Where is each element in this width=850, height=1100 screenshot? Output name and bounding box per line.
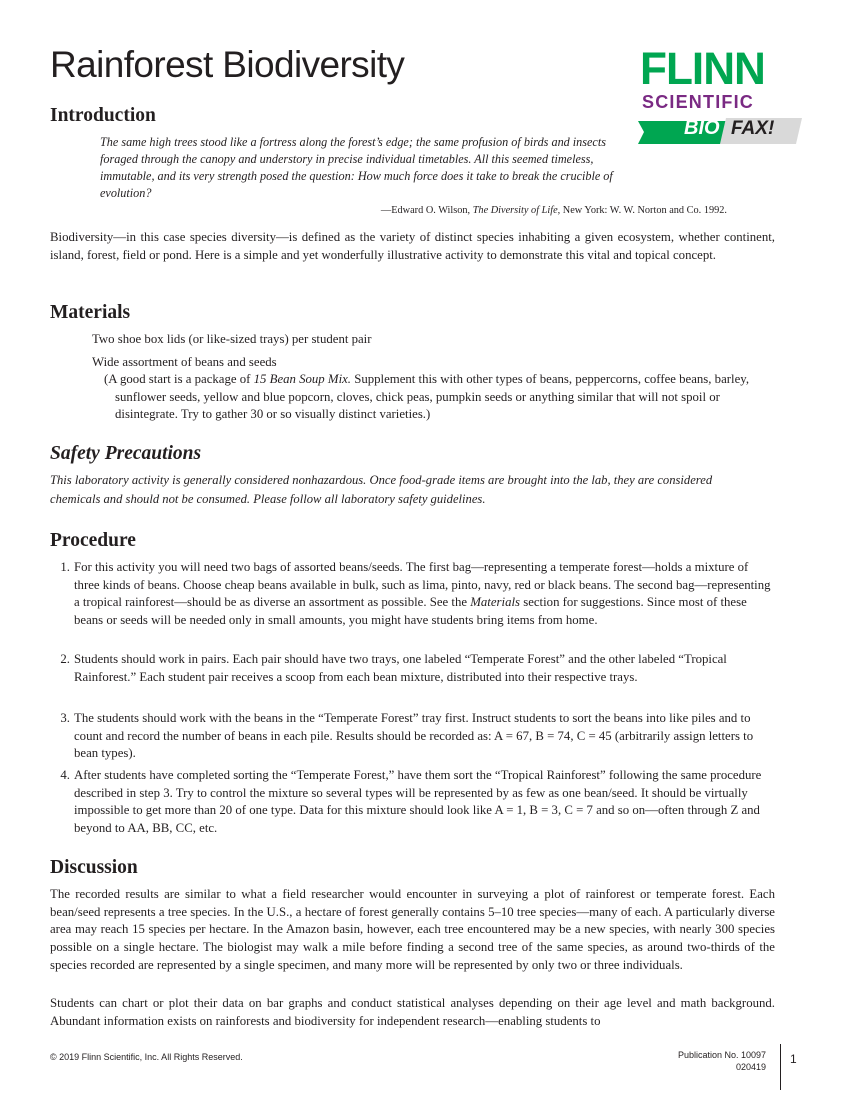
procedure-step-text: After students have completed sorting the “Temperate Forest,” have them sort the “Tropical Rainforest” following the same procedure described in step 3. Try to control the mixture so several types will be represented by as few as one bean/seed. It should be virtually impossible to get more than 20 of one type. Data for this mixture should look like A = 1, B = 3, C = 7 and so on—often through Z and beyond to AA, BB, CC, etc. xyxy=(74,768,762,836)
procedure-step-materials-ref: Materials xyxy=(470,595,521,610)
safety-heading: Safety Precautions xyxy=(50,443,202,464)
procedure-step-text: The students should work with the beans in the “Temperate Forest” tray first. Instruct students to sort the beans into like piles and to count and record the number of beans in each pile. Results should be recorded as: A = 67, B = 74, C = 45 (arbitrarily assign letters to bean types). xyxy=(74,711,754,761)
procedure-step-number: 2. xyxy=(60,652,70,666)
footer-publication-number: Publication No. 10097 xyxy=(677,1050,766,1060)
footer-copyright: © 2019 Flinn Scientific, Inc. All Rights Reserved. xyxy=(50,1052,243,1062)
materials-item-trays: Two shoe box lids (or like-sized trays) per student pair xyxy=(92,332,372,346)
logo-bio-text: BIO xyxy=(684,117,720,139)
footer-divider xyxy=(780,1044,781,1090)
safety-text: This laboratory activity is generally considered nonhazardous. Once food-grade items are brought into the lab, they are considered chemicals and should not be consumed. Please follow all laboratory safety guidelines. xyxy=(50,473,713,506)
procedure-step-text: Students should work in pairs. Each pair should have two trays, one labeled “Temperate Forest” and the other labeled “Tropical Rainforest.” Each student pair receives a scoop from each bean mixture, distributed into their respective trays. xyxy=(74,652,727,684)
attribution-author: —Edward O. Wilson, xyxy=(380,205,471,216)
procedure-step-number: 3. xyxy=(60,711,70,725)
discussion-heading: Discussion xyxy=(50,857,138,878)
materials-note-rest: Supplement this with other types of beans, peppercorns, coffee beans, barley, sunflower seeds, yellow and blue popcorn, cloves, chick peas, pumpkin seeds or anything similar that will not spoil or disintegrate. Try to gather 30 or so visually distinct varieties.) xyxy=(115,372,750,422)
logo-banner-shape xyxy=(638,118,802,146)
introduction-heading: Introduction xyxy=(50,105,156,126)
procedure-step xyxy=(50,651,775,686)
flinn-scientific-biofax-logo xyxy=(638,43,802,146)
procedure-step xyxy=(50,559,775,630)
procedure-step-text xyxy=(74,559,775,630)
discussion-paragraph: The recorded results are similar to what a field researcher would encounter in surveying a plot of rainforest or temperate forest. Each bean/seed represents a tree species. In the U.S., a hectare of forest generally contains 5–10 tree species—many of each. A particularly diverse area may reach 15 species per hectare. In the Amazon basin, however, each tree encountered may be a new species, with nearly 300 species possible on a single hectare. The biologist may walk a mile before finding a second tree of the same species, as around two-thirds of the species recorded are represented by a single specimen, and many more will be represented by only two or three individuals. xyxy=(50,887,775,972)
materials-heading: Materials xyxy=(50,302,131,323)
introduction-paragraph: Biodiversity—in this case species diversity—is defined as the variety of distinct species inhabiting a given ecosystem, whether continent, island, forest, field or pond. Here is a simple and yet wonderfully illustrative activity to demonstrate this vital and topical concept. xyxy=(50,230,775,262)
quote-attribution xyxy=(345,205,727,216)
materials-note xyxy=(104,371,781,424)
materials-note-start: (A good start is a package of xyxy=(104,372,251,386)
page-number: 1 xyxy=(790,1052,797,1066)
logo-flinn-text: FLINN xyxy=(640,43,765,94)
materials-item-beans: Wide assortment of beans and seeds xyxy=(92,355,277,369)
logo-fax-text: FAX! xyxy=(731,118,775,139)
discussion-paragraph: Students can chart or plot their data on bar graphs and conduct statistical analyses depending on their age level and math background. Abundant information exists on rainforests and biodiversity for independent research—enabling students to xyxy=(50,996,775,1028)
materials-note-product: 15 Bean Soup Mix. xyxy=(253,372,352,386)
procedure-step-number: 4. xyxy=(60,768,70,782)
procedure-heading: Procedure xyxy=(50,530,136,551)
attribution-publisher: New York: W. W. Norton and Co. 1992. xyxy=(562,205,727,216)
procedure-step xyxy=(50,767,775,838)
epigraph-quote: The same high trees stood like a fortress along the forest’s edge; the same profusion of birds and insects foraged through the canopy and understory in precise individual timetables. All this seemed timeless, immutable, and its very strength posed the question: How much force does it take to break the crucible of evolution? xyxy=(100,135,613,200)
footer-publication-code: 020419 xyxy=(735,1062,766,1072)
page-title: Rainforest Biodiversity xyxy=(50,44,405,85)
procedure-step-text-part: section for suggestions. Since most of these beans or seeds will be needed only in small amounts, you might have students bring items from home. xyxy=(74,595,747,628)
procedure-step-number: 1. xyxy=(60,560,70,574)
logo-scientific-text: SCIENTIFIC xyxy=(642,92,755,112)
procedure-step-text-part: For this activity you will need two bags of assorted beans/seeds. The first bag—representing a temperate forest—holds a mixture of three kinds of beans. Choose cheap beans available in bulk, such as lima, pinto, navy, red or black beans. The second bag—representing a tropical rainforest—should be as diverse an assortment as possible. See the xyxy=(74,560,771,610)
attribution-book-title: The Diversity of Life, xyxy=(472,205,561,216)
procedure-step xyxy=(50,710,775,763)
